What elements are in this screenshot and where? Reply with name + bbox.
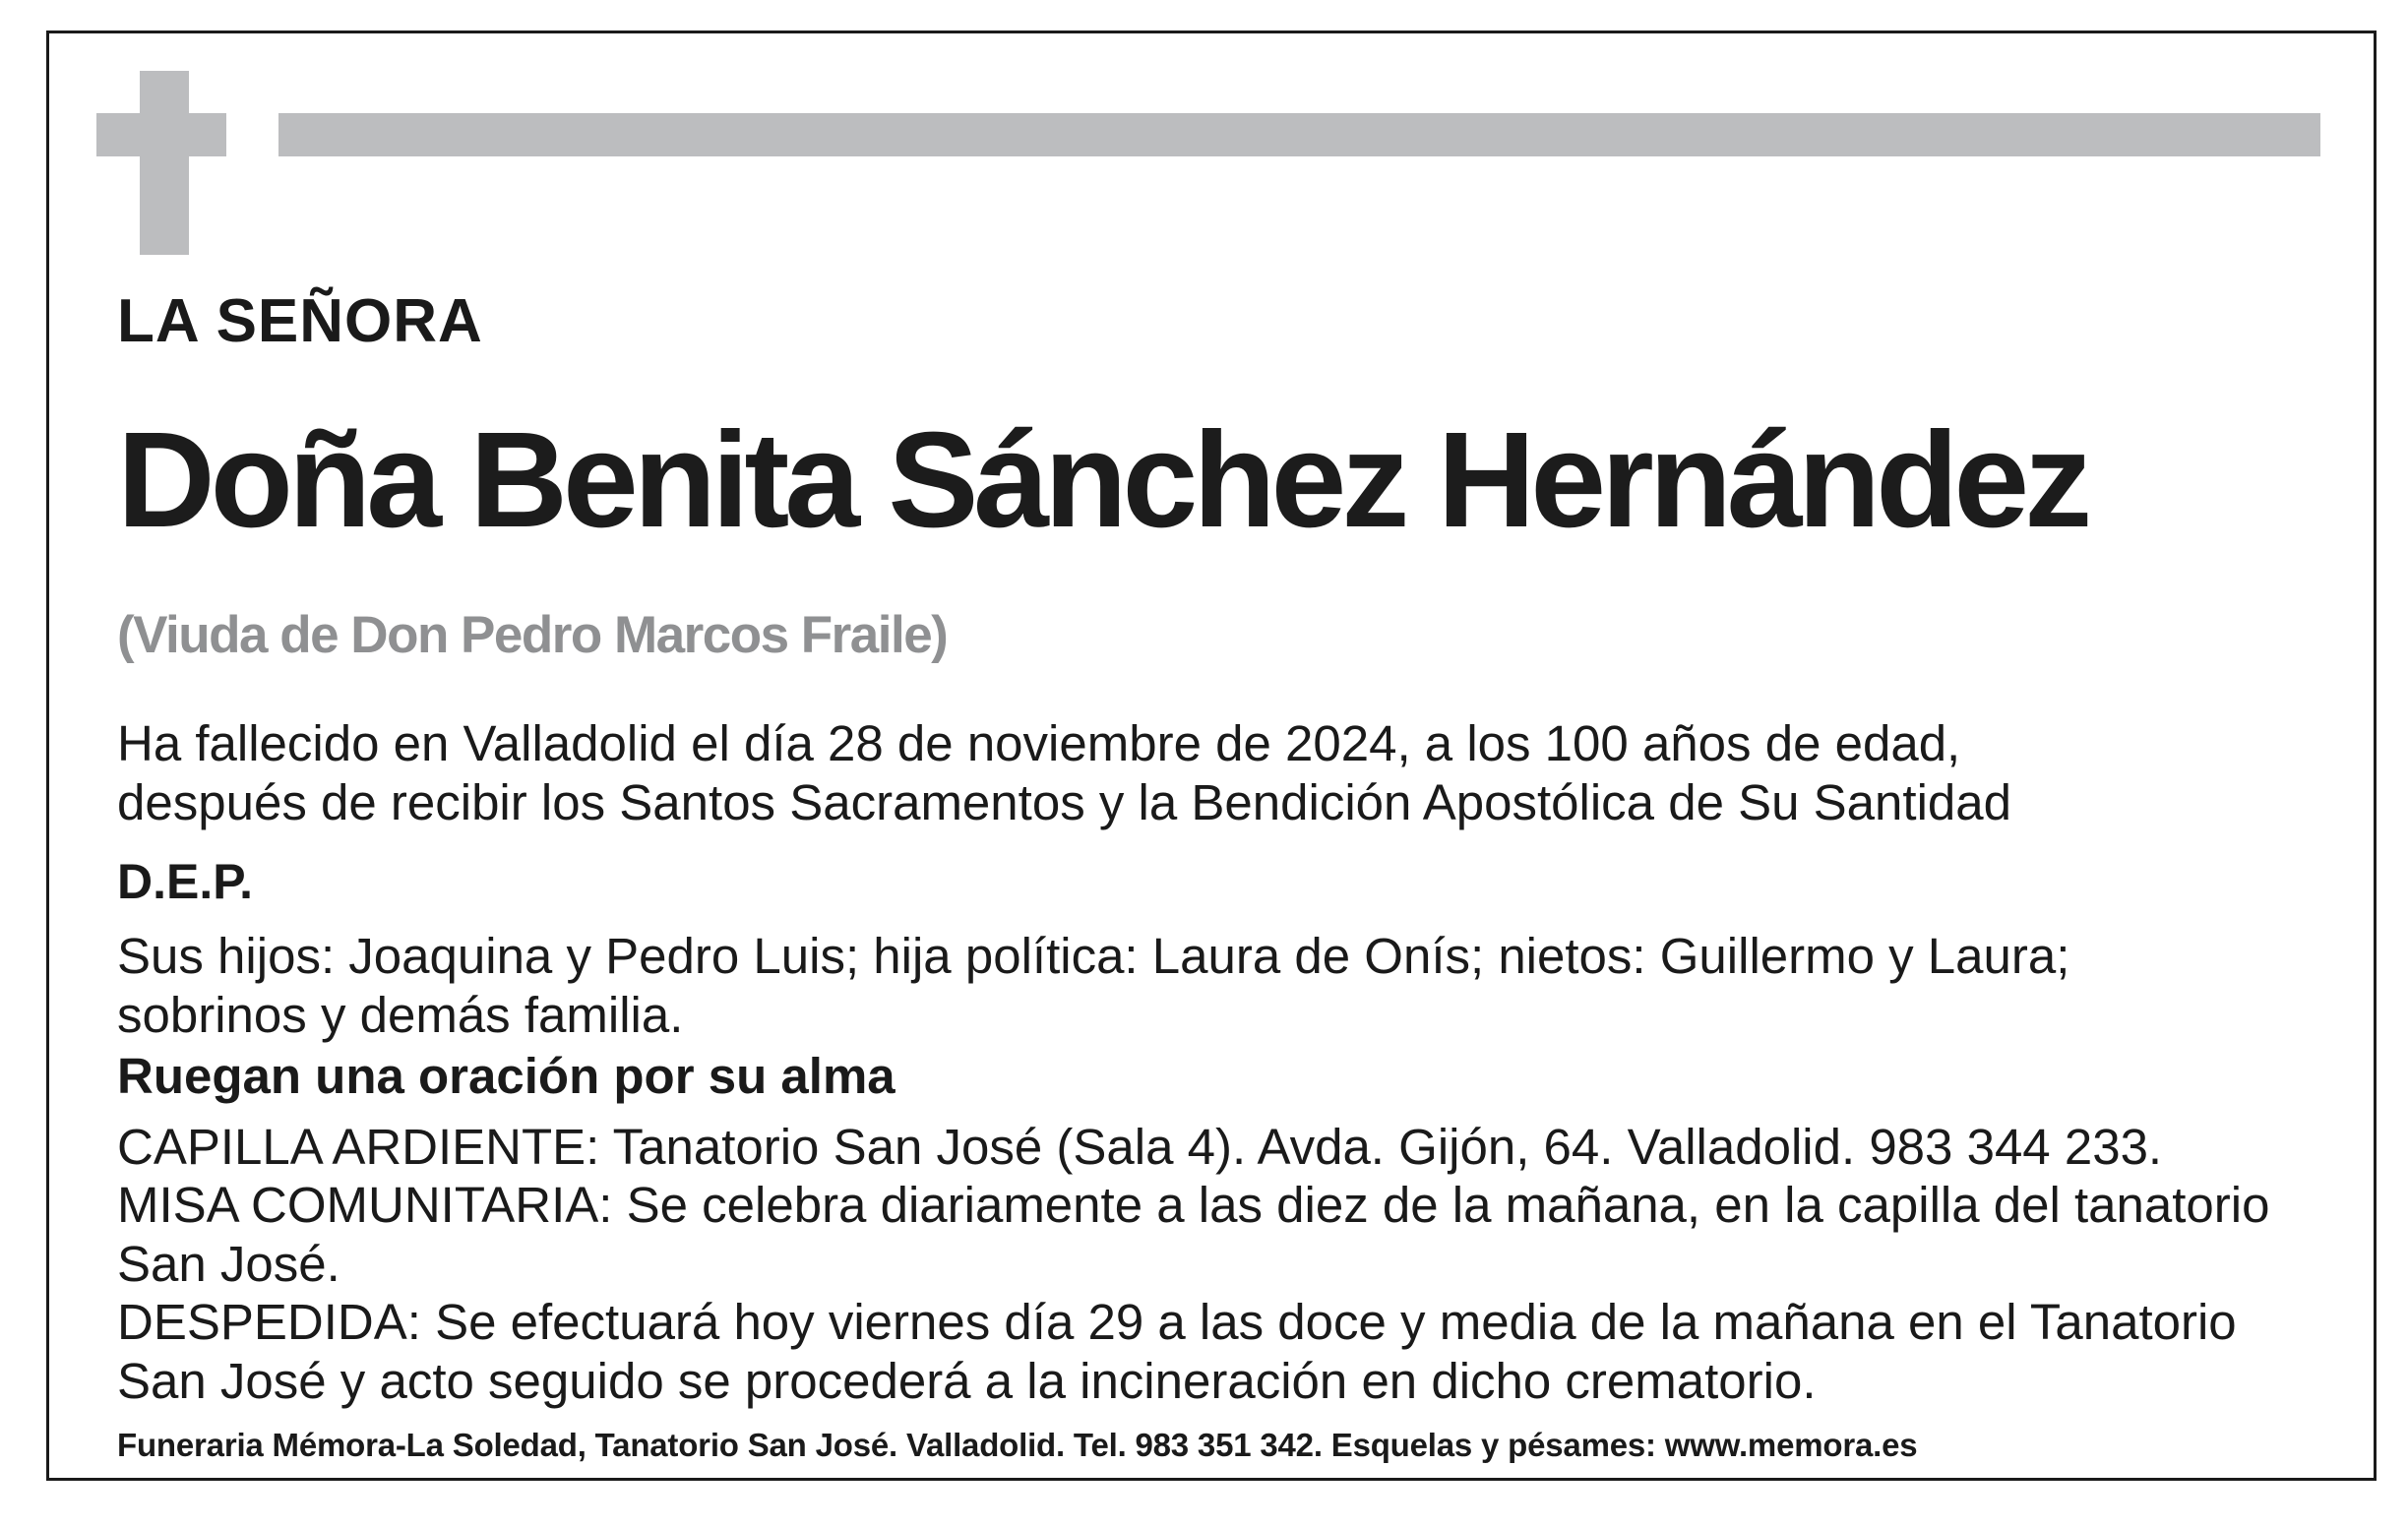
funeral-home-footer: Funeraria Mémora-La Soledad, Tanatorio San José. Valladolid. Tel. 983 351 342. Esquelas y pésames: www.memora.es [117, 1427, 1918, 1463]
farewell-line: DESPEDIDA: Se efectuará hoy viernes día 29 a las doce y media de la mañana en el Tanatorio [117, 1294, 2237, 1350]
farewell-info [117, 1293, 2237, 1411]
announcement-line: después de recibir los Santos Sacramentos y la Bendición Apostólica de Su Santidad [117, 774, 2012, 830]
dep-label: D.E.P. [117, 854, 254, 909]
farewell-line: San José y acto seguido se procederá a la incineración en dicho crematorio. [117, 1353, 1817, 1409]
mass-line: MISA COMUNITARIA: Se celebra diariamente a las diez de la mañana, en la capilla del tanatorio [117, 1177, 2270, 1233]
honorific: LA SEÑORA [117, 287, 483, 355]
cross-horizontal-beam [96, 113, 226, 156]
family-line: sobrinos y demás familia. [117, 987, 684, 1043]
cross-vertical-beam [140, 71, 189, 255]
mass-info [117, 1176, 2269, 1294]
death-announcement [117, 714, 2011, 832]
mass-line: San José. [117, 1236, 340, 1292]
deceased-name: Doña Benita Sánchez Hernández [117, 404, 2088, 556]
header-rule [278, 113, 2320, 156]
prayer-request: Ruegan una oración por su alma [117, 1048, 895, 1104]
announcement-line: Ha fallecido en Valladolid el día 28 de noviembre de 2024, a los 100 años de edad, [117, 715, 1961, 771]
widow-of: (Viuda de Don Pedro Marcos Fraile) [117, 606, 948, 664]
chapel-info: CAPILLA ARDIENTE: Tanatorio San José (Sala 4). Avda. Gijón, 64. Valladolid. 983 344 233. [117, 1119, 2163, 1175]
family-line: Sus hijos: Joaquina y Pedro Luis; hija política: Laura de Onís; nietos: Guillermo y Laura; [117, 928, 2070, 984]
family-list [117, 927, 2069, 1045]
